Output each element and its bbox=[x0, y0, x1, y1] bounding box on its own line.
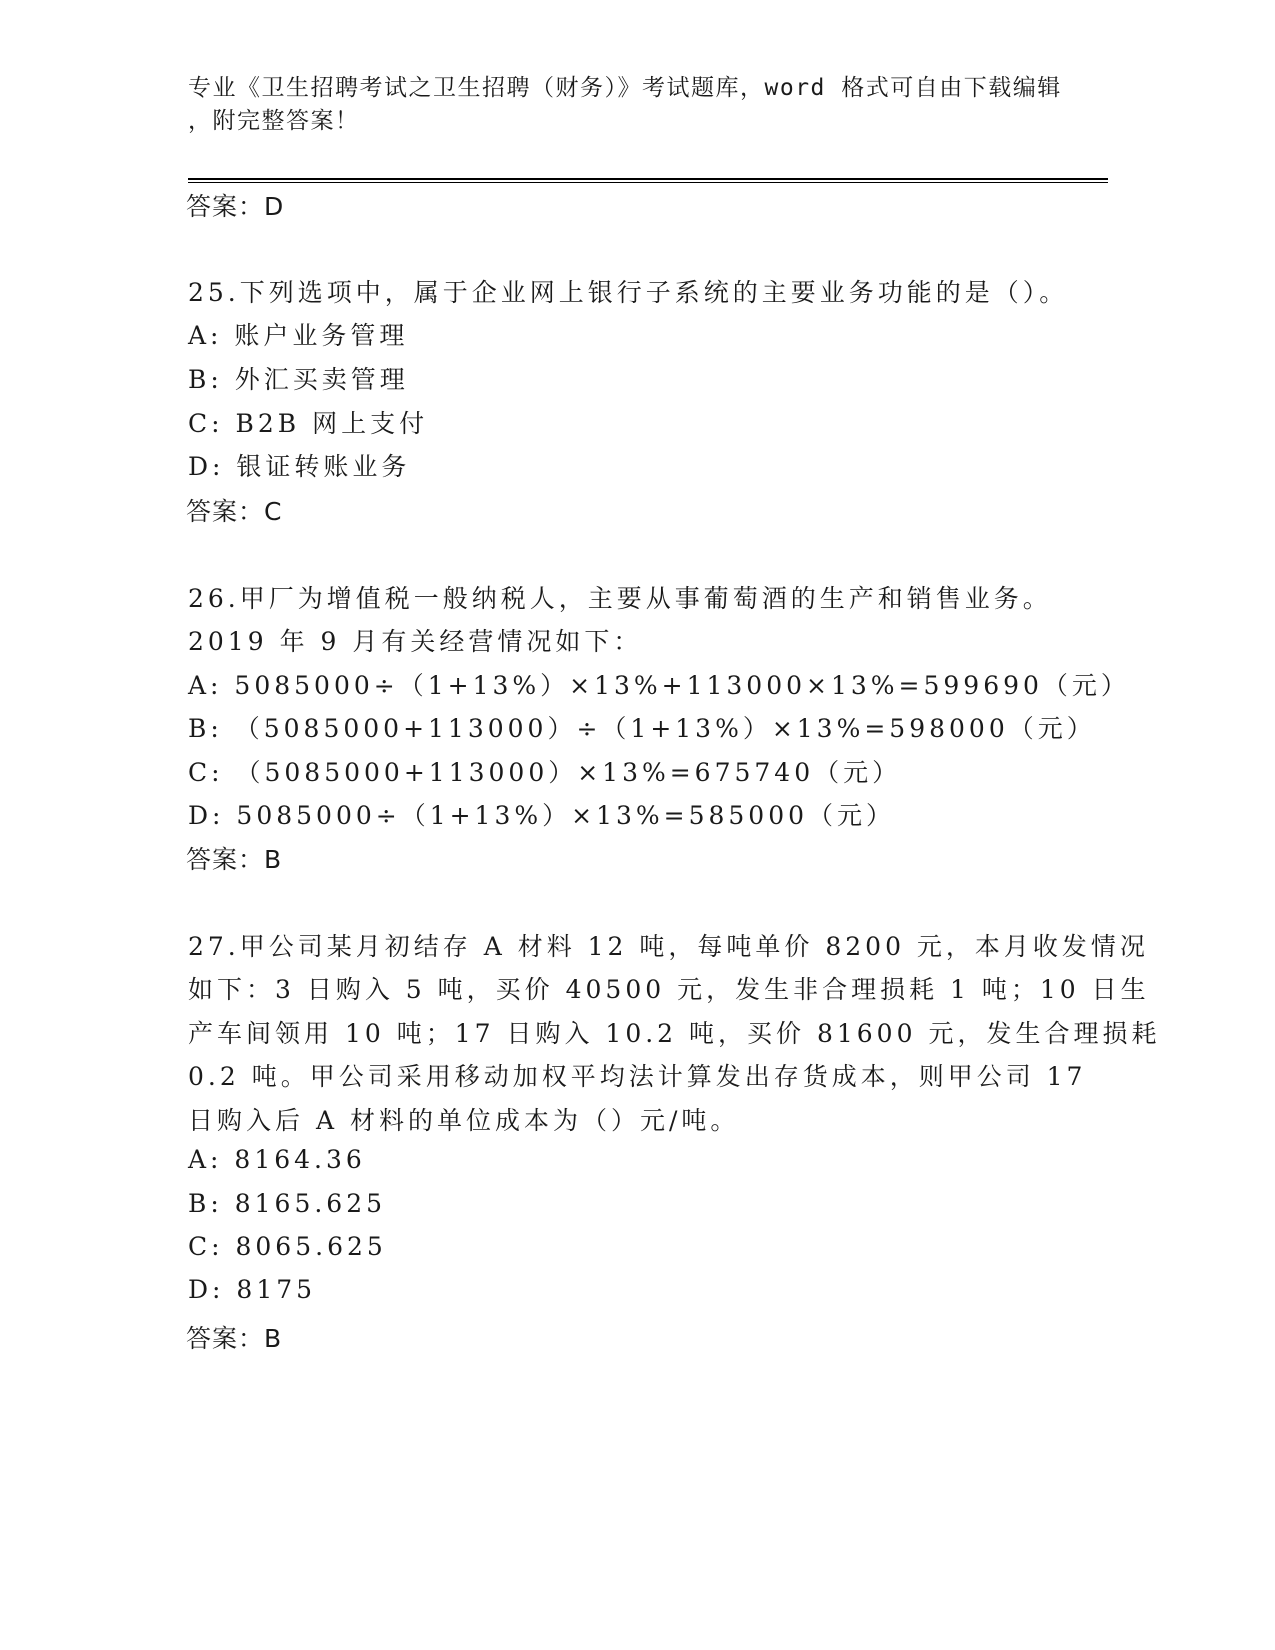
question-26-stem-line-2: 2019 年 9 月有关经营情况如下： bbox=[188, 627, 643, 656]
question-26-option-c: C: （5085000+113000）×13%=675740（元） bbox=[188, 758, 902, 787]
question-25-answer: 答案：C bbox=[186, 497, 283, 526]
header-line-1: 专业《卫生招聘考试之卫生招聘（财务）》考试题库，word 格式可自由下载编辑 bbox=[188, 75, 1062, 101]
question-25-option-a: A: 账户业务管理 bbox=[188, 321, 409, 350]
question-25-option-b: B: 外汇买卖管理 bbox=[188, 365, 409, 394]
header-divider-thin bbox=[188, 182, 1108, 183]
question-27-stem-line-4: 0.2 吨。甲公司采用移动加权平均法计算发出存货成本，则甲公司 17 bbox=[188, 1062, 1087, 1091]
question-26-stem-line-1: 26.甲厂为增值税一般纳税人，主要从事葡萄酒的生产和销售业务。 bbox=[188, 584, 1052, 613]
question-27-answer: 答案：B bbox=[186, 1324, 283, 1353]
question-27-stem-line-1: 27.甲公司某月初结存 A 材料 12 吨，每吨单价 8200 元，本月收发情况 bbox=[188, 932, 1149, 961]
question-27-stem-line-3: 产车间领用 10 吨；17 日购入 10.2 吨，买价 81600 元，发生合理损耗 bbox=[188, 1019, 1161, 1048]
question-25-stem: 25.下列选项中，属于企业网上银行子系统的主要业务功能的是（）。 bbox=[188, 278, 1069, 307]
question-27-option-a: A: 8164.36 bbox=[188, 1145, 366, 1174]
question-27-option-c: C: 8065.625 bbox=[188, 1232, 387, 1261]
question-25-option-c: C: B2B 网上支付 bbox=[188, 409, 429, 438]
question-27-stem-line-2: 如下：3 日购入 5 吨，买价 40500 元，发生非合理损耗 1 吨；10 日生 bbox=[188, 975, 1150, 1004]
question-26-option-b: B: （5085000+113000）÷（1+13%）×13%=598000（元） bbox=[188, 714, 1096, 743]
header-divider-thick bbox=[188, 178, 1108, 180]
question-27-option-b: B: 8165.625 bbox=[188, 1189, 387, 1218]
question-25-option-d: D: 银证转账业务 bbox=[188, 452, 411, 481]
question-26-option-a: A: 5085000÷（1+13%）×13%+113000×13%=599690（元） bbox=[188, 671, 1130, 700]
answer-previous: 答案：D bbox=[186, 192, 285, 221]
document-header bbox=[188, 72, 1088, 138]
question-27-stem-line-5: 日购入后 A 材料的单位成本为（）元/吨。 bbox=[188, 1106, 740, 1135]
question-26-answer: 答案：B bbox=[186, 845, 283, 874]
question-27-option-d: D: 8175 bbox=[188, 1275, 317, 1304]
question-26-option-d: D: 5085000÷（1+13%）×13%=585000（元） bbox=[188, 801, 896, 830]
header-line-2: ，附完整答案！ bbox=[188, 108, 360, 134]
